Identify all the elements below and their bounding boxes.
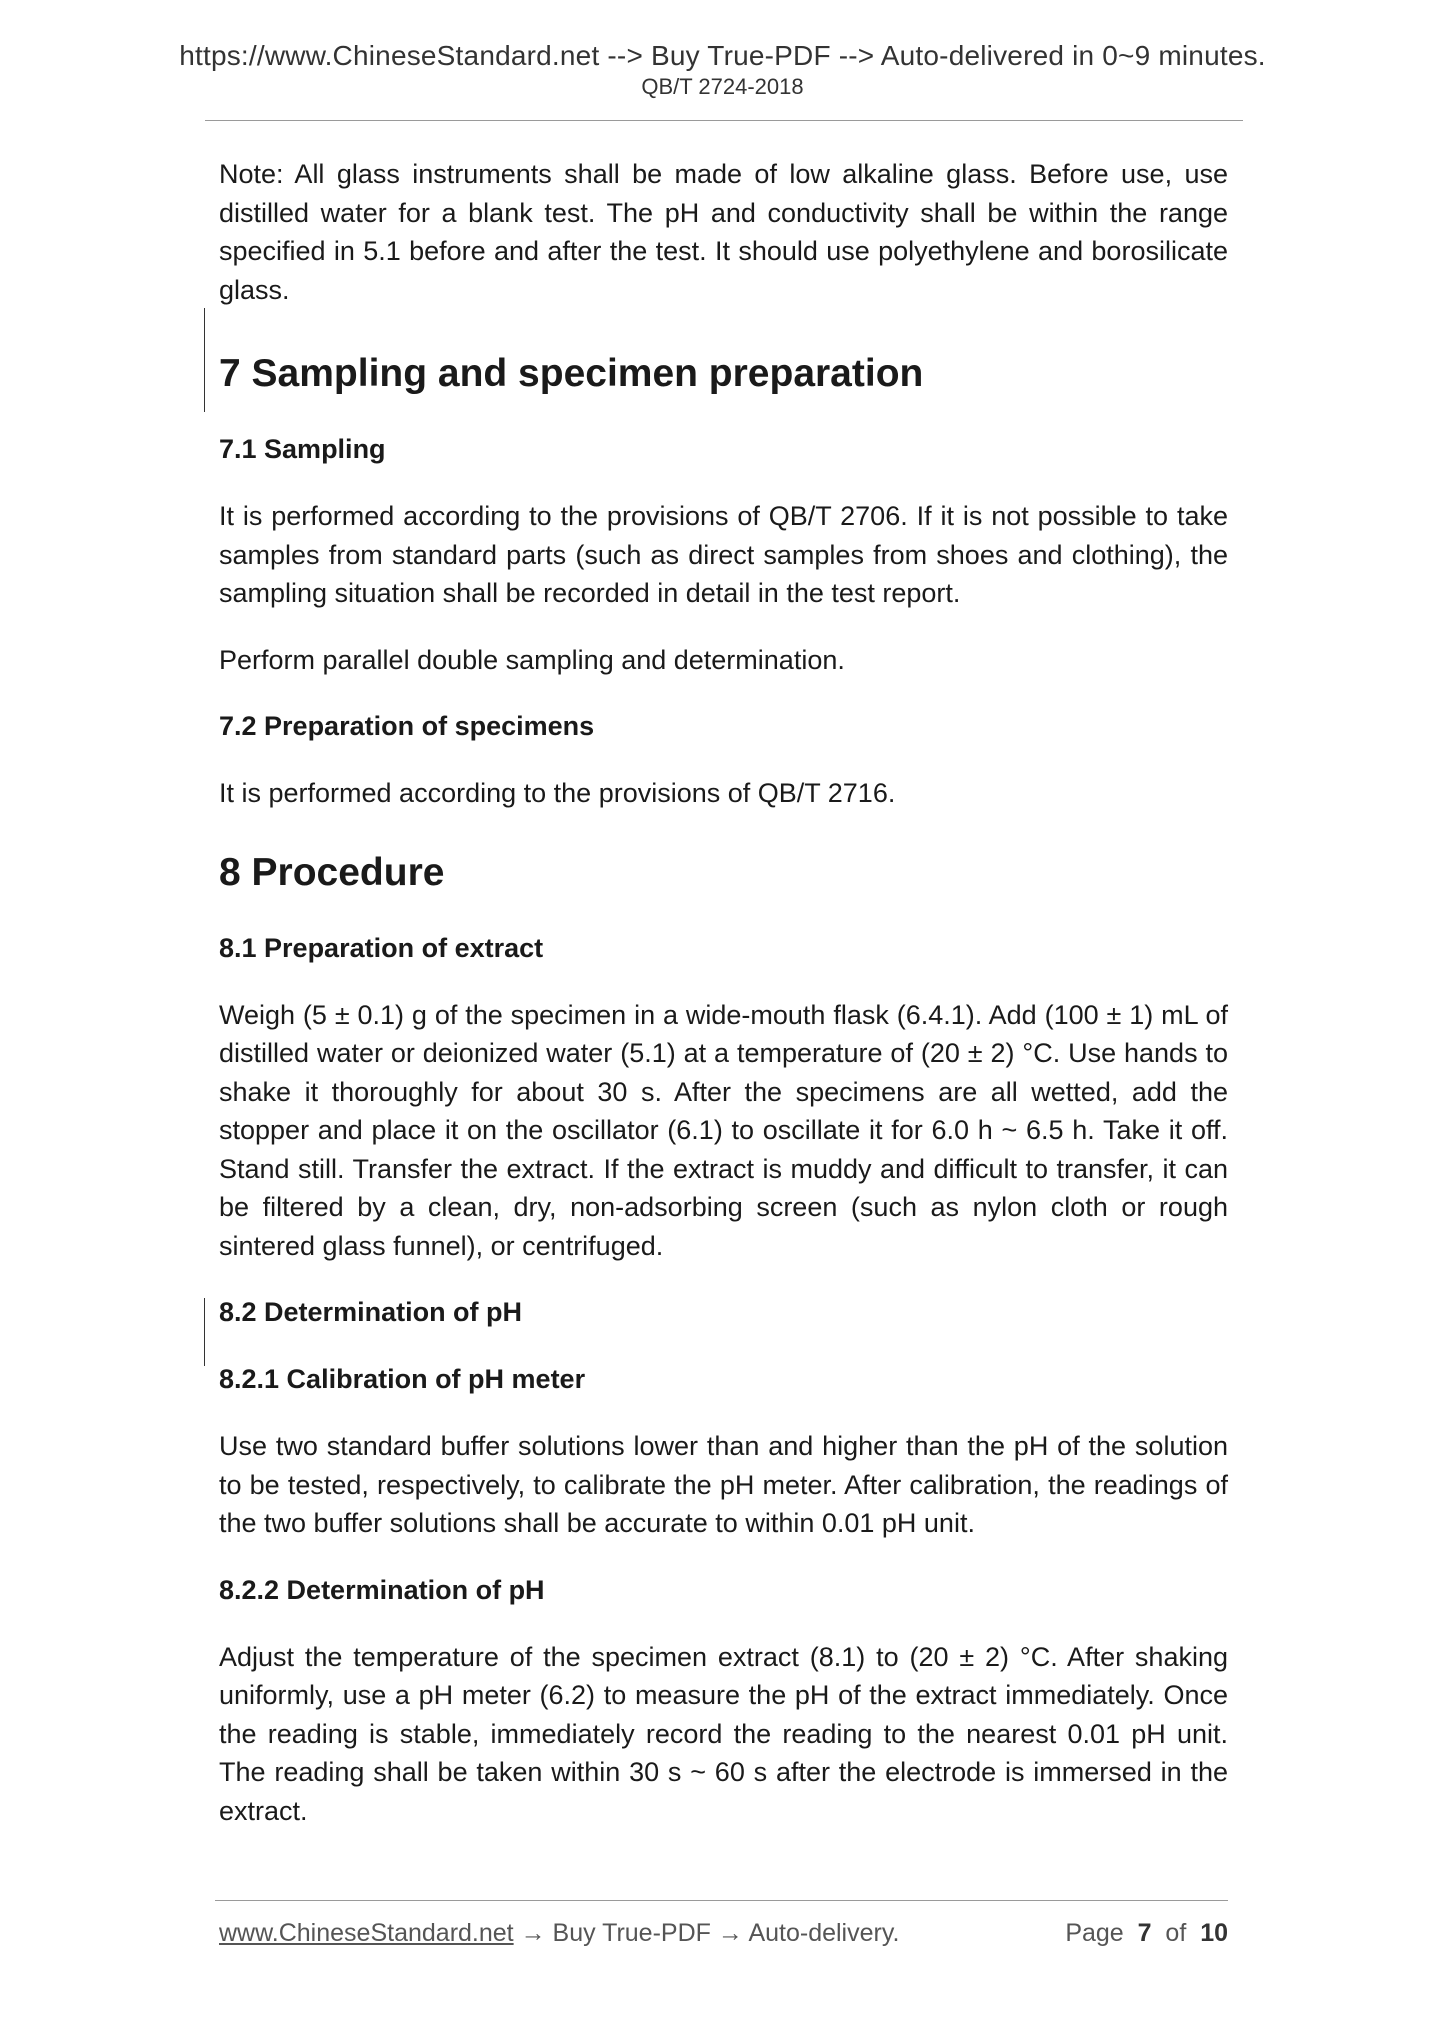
section-7-1-paragraph: Perform parallel double sampling and determination. [219, 644, 845, 675]
site-link[interactable]: www.ChineseStandard.net [219, 1919, 514, 1947]
section-8-2-2-heading: 8.2.2 Determination of pH [219, 1574, 545, 1605]
header-rule [205, 120, 1243, 121]
change-bar [204, 1298, 205, 1366]
current-page: 7 [1137, 1919, 1152, 1947]
section-8-heading: 8 Procedure [219, 850, 445, 894]
buy-text: Buy True-PDF [552, 1919, 711, 1947]
page-of: of [1165, 1919, 1187, 1947]
change-bar [204, 308, 205, 412]
section-8-2-1-paragraph: Use two standard buffer solutions lower than and higher than the pH of the solution to be tested, respectively, to calibrate the pH meter. After calibration, the readings of the two buffer solutions shall be accurate to within 0.01 pH unit. [219, 1431, 1228, 1538]
section-7-1-heading: 7.1 Sampling [219, 434, 386, 464]
delivery-text: Auto-delivery. [748, 1919, 900, 1947]
glass-note: Note: All glass instruments shall be made of low alkaline glass. Before use, use distilled water for a blank test. The pH and conductivity shall be within the range specified in 5.1 before and after the test. It should use polyethylene and borosilicate glass. [219, 159, 1228, 305]
section-7-1-paragraph: It is performed according to the provisions of QB/T 2706. If it is not possible to take samples from standard parts (such as direct samples from shoes and clothing), the sampling situation shall be recorded in detail in the test report. [219, 501, 1228, 608]
section-8-2-2-paragraph: Adjust the temperature of the specimen extract (8.1) to (20 ± 2) °C. After shaking uniformly, use a pH meter (6.2) to measure the pH of the extract immediately. Once the reading is stable, immediately record the reading to the nearest 0.01 pH unit. The reading shall be taken within 30 s ~ 60 s after the electrode is immersed in the extract. [219, 1641, 1228, 1826]
footer-promo [219, 1919, 899, 1948]
document-body [219, 155, 1228, 1830]
total-pages: 10 [1200, 1919, 1228, 1947]
top-banner: https://www.ChineseStandard.net --> Buy True-PDF --> Auto-delivered in 0~9 minutes. [179, 40, 1266, 71]
section-7-heading: 7 Sampling and specimen preparation [219, 352, 924, 395]
arrow-icon: → [717, 1919, 743, 1947]
page-label: Page [1065, 1919, 1124, 1947]
page-number [1065, 1919, 1228, 1948]
section-8-1-paragraph: Weigh (5 ± 0.1) g of the specimen in a wide-mouth flask (6.4.1). Add (100 ± 1) mL of distilled water or deionized water (5.1) at a temperature of (20 ± 2) °C. Use hands to shake it thoroughly for about 30 s. After the specimens are all wetted, add the stopper and place it on the oscillator (6.1) to oscillate it for 6.0 h ~ 6.5 h. Take it off. Stand still. Transfer the extract. If the extract is muddy and difficult to transfer, it can be filtered by a clean, dry, non-adsorbing screen (such as nylon cloth or rough sintered glass funnel), or centrifuged. [219, 999, 1228, 1261]
section-8-2-1-heading: 8.2.1 Calibration of pH meter [219, 1364, 586, 1394]
arrow-icon: → [520, 1919, 546, 1947]
standard-code: QB/T 2724-2018 [641, 74, 804, 99]
footer-rule [215, 1900, 1228, 1901]
section-8-1-heading: 8.1 Preparation of extract [219, 932, 544, 963]
section-8-2-heading: 8.2 Determination of pH [219, 1297, 523, 1327]
section-7-2-heading: 7.2 Preparation of specimens [219, 711, 595, 741]
section-7-2-paragraph: It is performed according to the provisions of QB/T 2716. [219, 778, 896, 808]
